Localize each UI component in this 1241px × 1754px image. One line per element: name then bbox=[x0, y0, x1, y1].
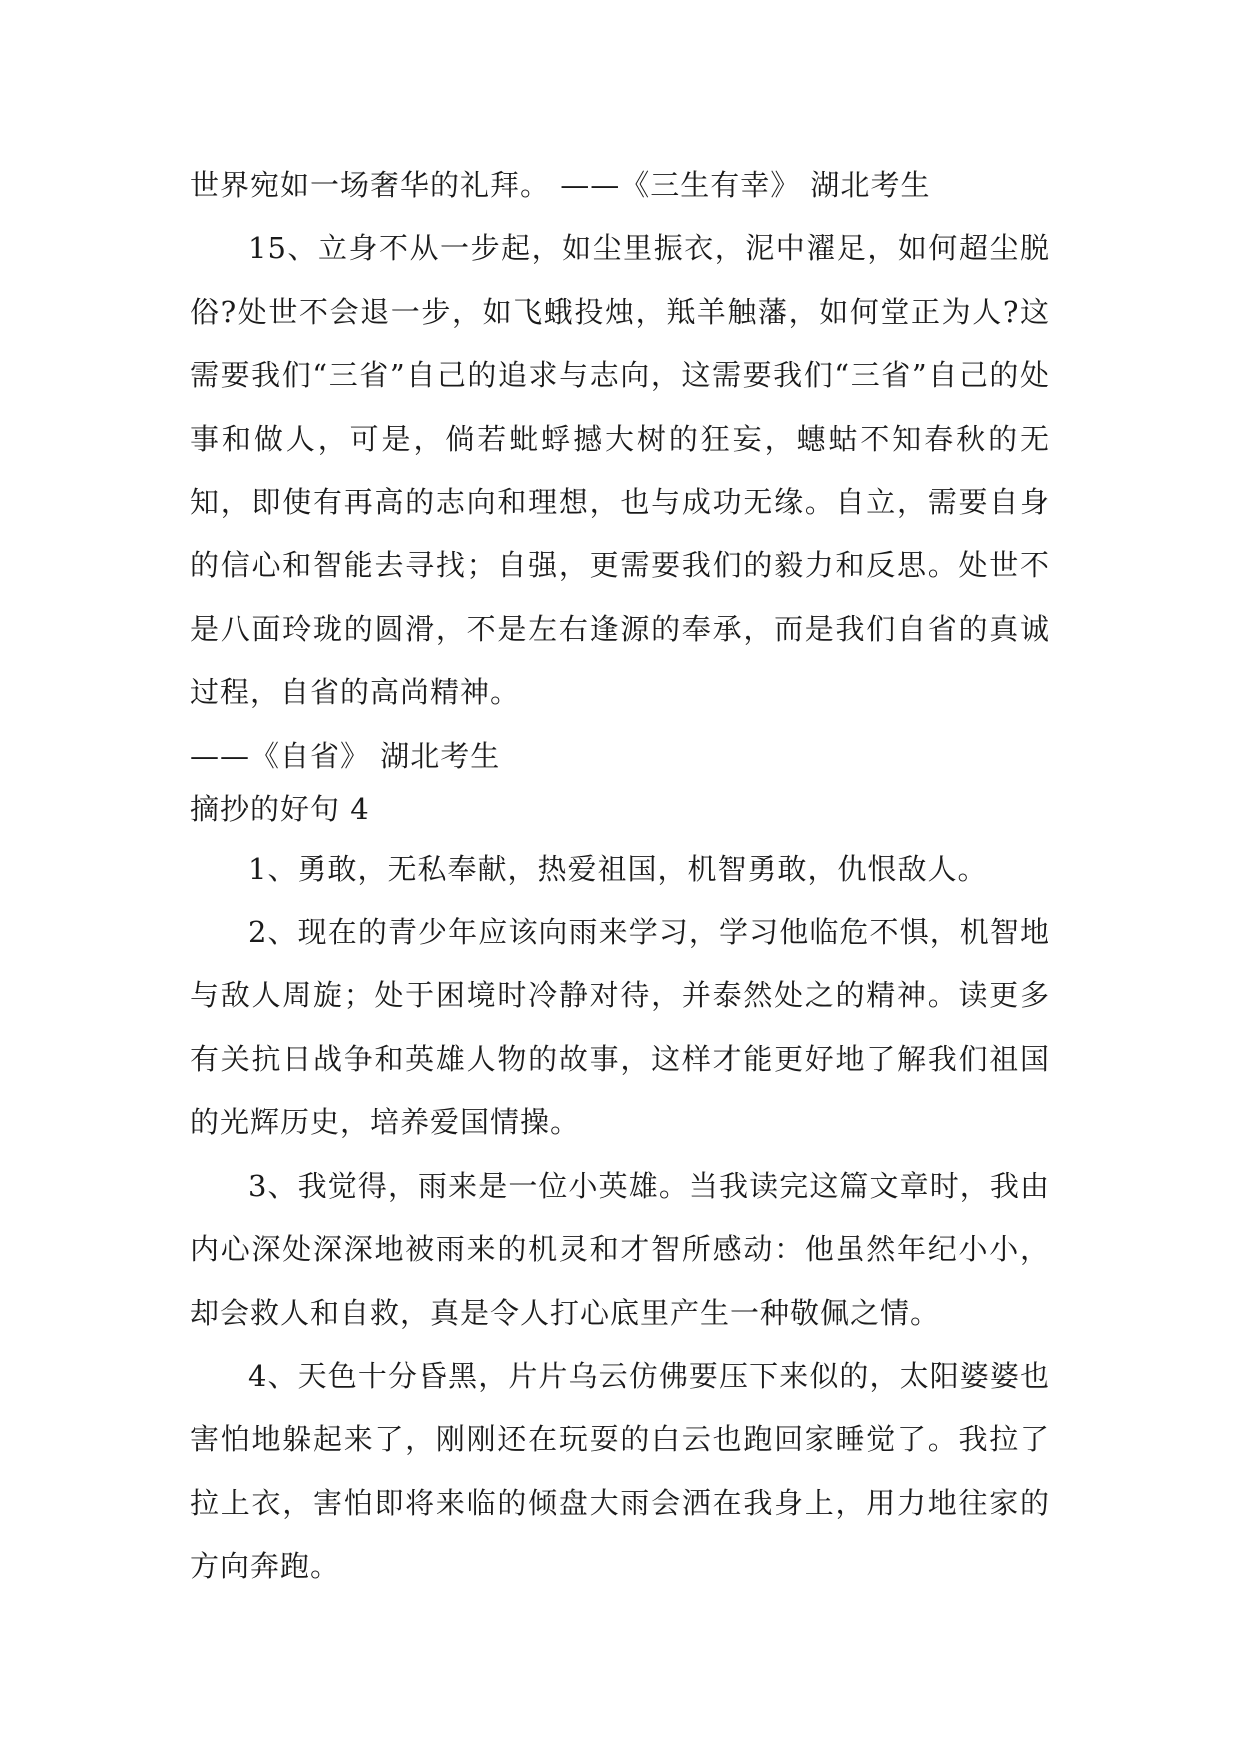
paragraph-4: 4、天色十分昏黑，片片乌云仿佛要压下来似的，太阳婆婆也害怕地躲起来了，刚刚还在玩耍的白云也跑回家睡觉了。我拉了拉上衣，害怕即将来临的倾盘大雨会洒在我身上，用力地往家的方向奔跑。 bbox=[190, 1358, 1050, 1584]
quote-attribution-zixing: ——《自省》 湖北考生 bbox=[190, 738, 501, 773]
paragraph-3: 3、我觉得，雨来是一位小英雄。当我读完这篇文章时，我由内心深处深深地被雨来的机灵和才智所感动：他虽然年纪小小，却会救人和自救，真是令人打心底里产生一种敬佩之情。 bbox=[190, 1168, 1050, 1330]
paragraph-1: 1、勇敢，无私奉献，热爱祖国，机智勇敢，仇恨敌人。 bbox=[248, 851, 988, 886]
document-body bbox=[190, 154, 1050, 1599]
section-heading: 摘抄的好句 4 bbox=[190, 791, 370, 826]
quote-line-sansheng: 世界宛如一场奢华的礼拜。 ——《三生有幸》 湖北考生 bbox=[190, 168, 931, 202]
paragraph-15: 15、立身不从一步起，如尘里振衣，泥中濯足，如何超尘脱俗?处世不会退一步，如飞蛾投烛，羝羊触藩，如何堂正为人?这需要我们“三省”自己的追求与志向，这需要我们“三省”自己的处事和做人，可是，倘若蚍蜉撼大树的狂妄，蟪蛄不知春秋的无知，即使有再高的志向和理想，也与成功无缘。自立，需要自身的信心和智能去寻找；自强，更需要我们的毅力和反思。处世不是八面玲珑的圆滑，不是左右逢源的奉承，而是我们自省的真诚过程，自省的高尚精神。 bbox=[190, 231, 1050, 710]
paragraph-2: 2、现在的青少年应该向雨来学习，学习他临危不惧，机智地与敌人周旋；处于困境时冷静对待，并泰然处之的精神。读更多有关抗日战争和英雄人物的故事，这样才能更好地了解我们祖国的光辉历史，培养爱国情操。 bbox=[190, 915, 1050, 1140]
